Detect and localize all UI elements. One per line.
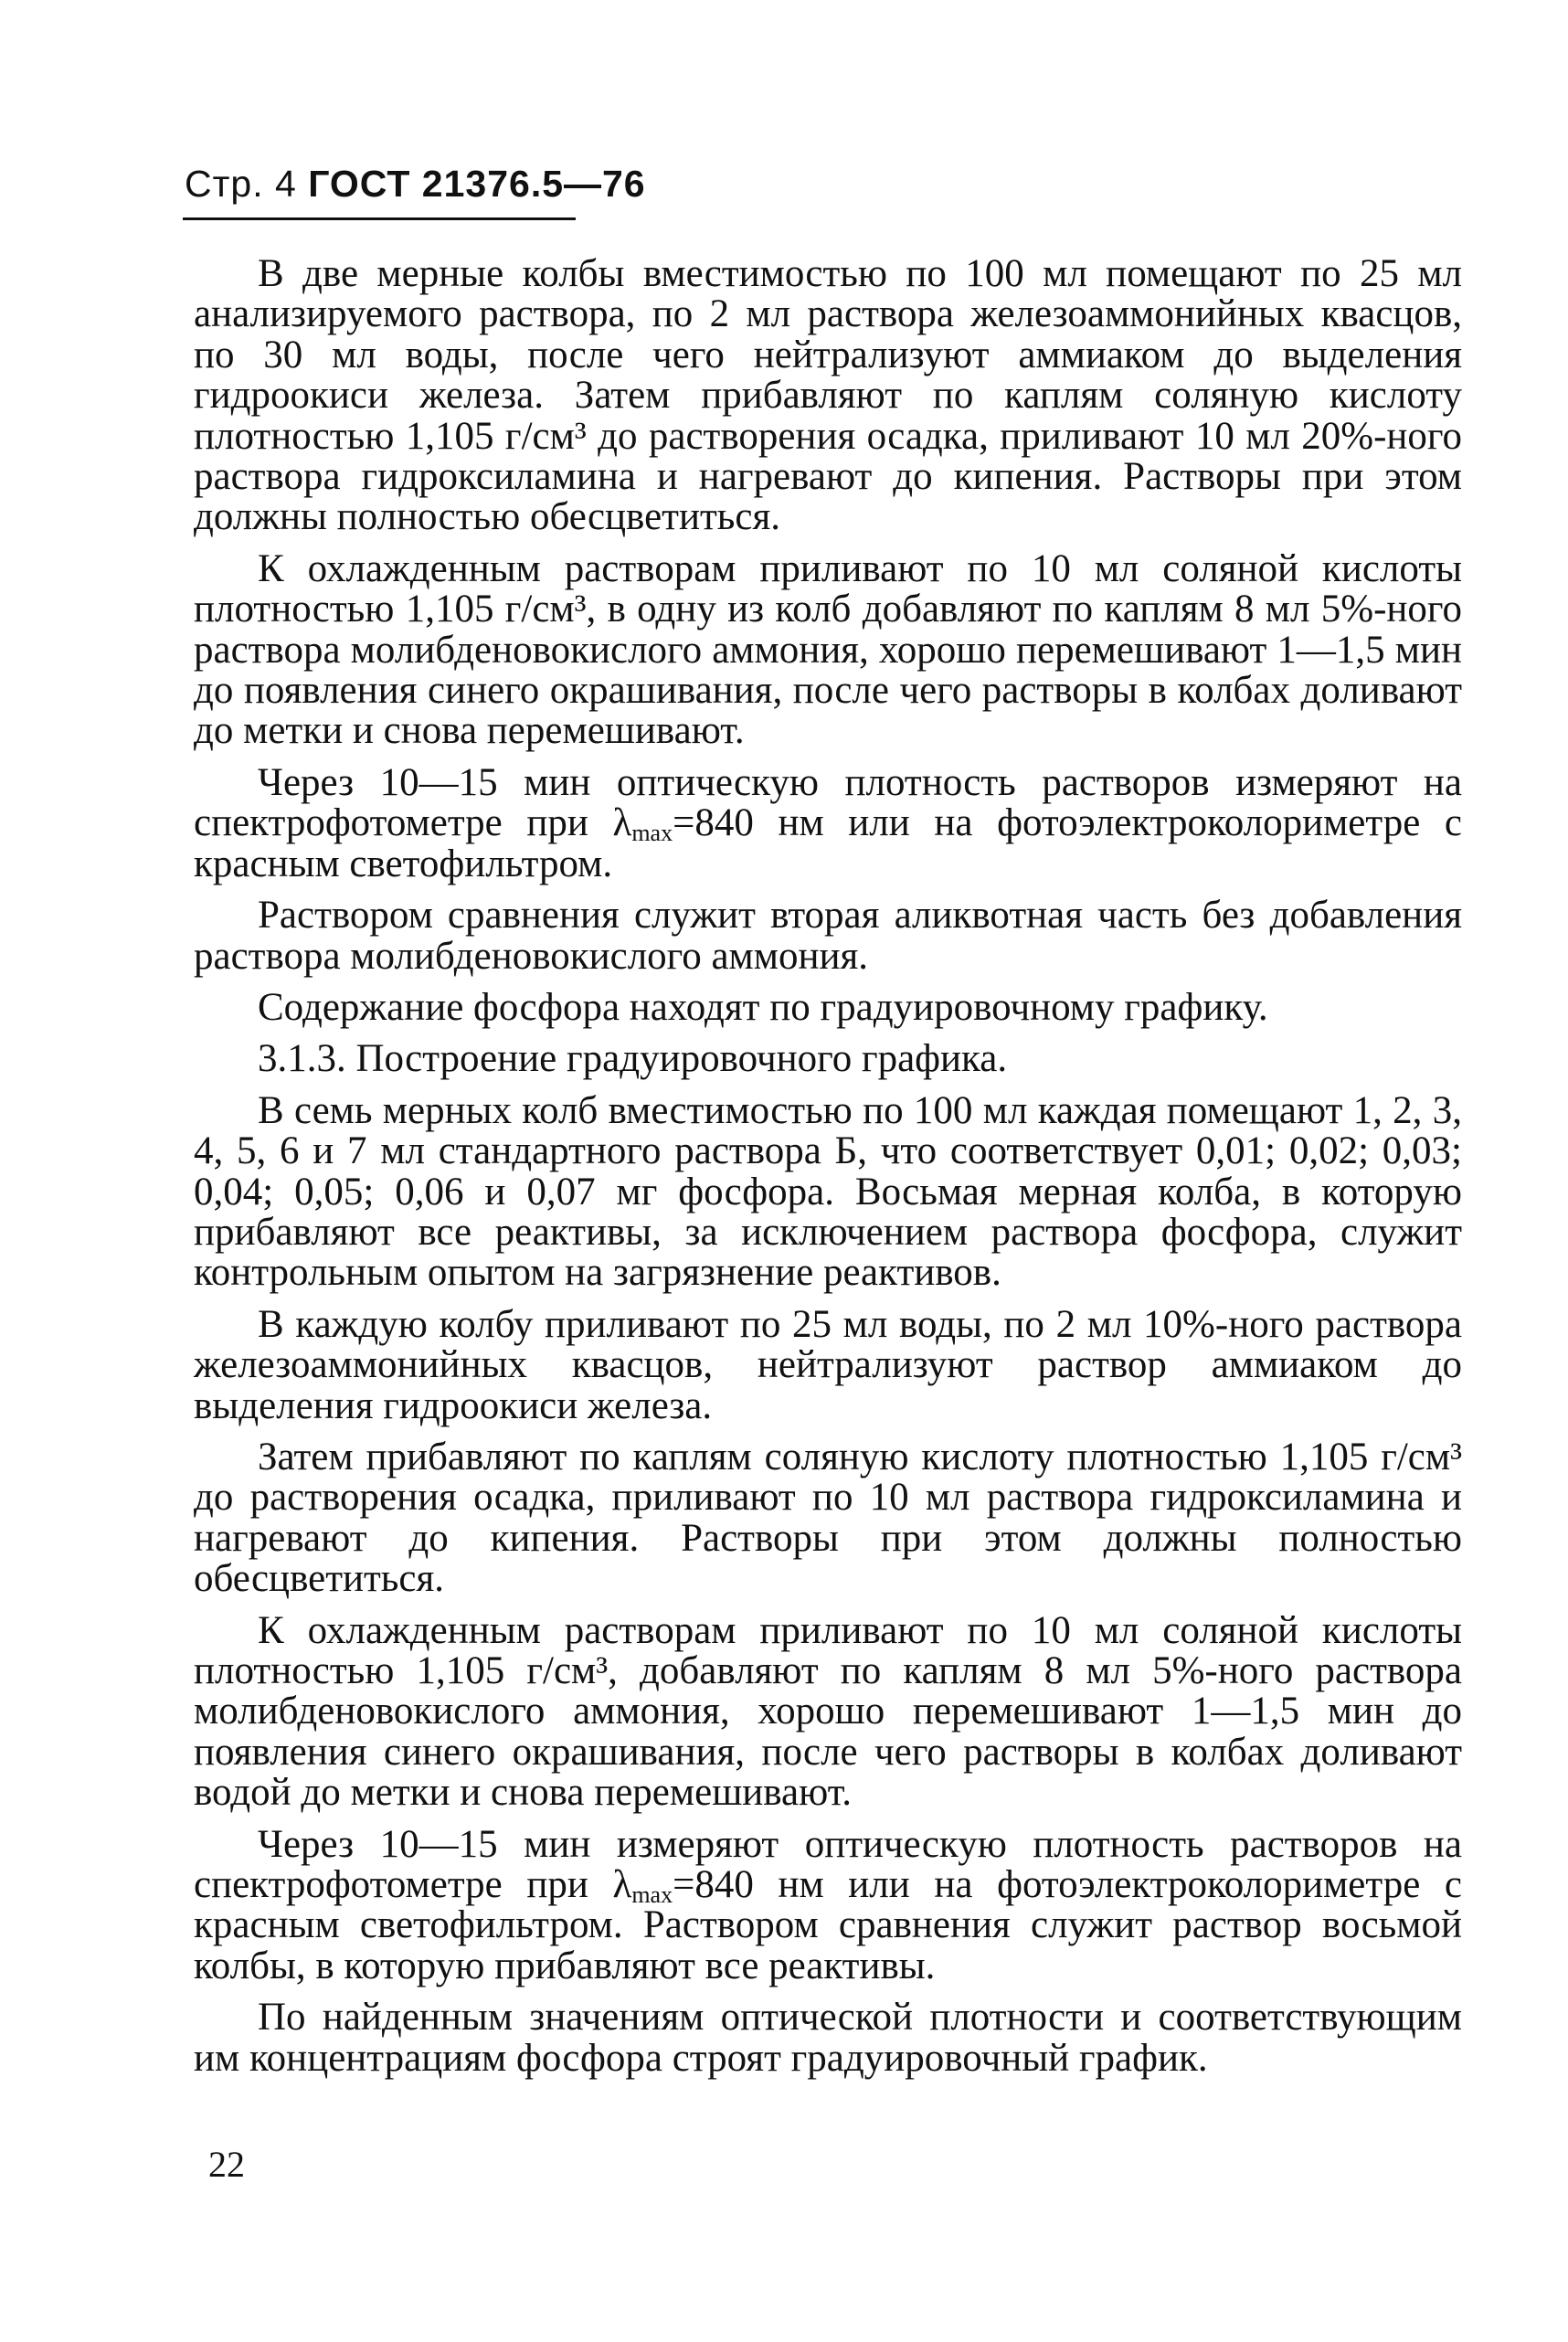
paragraph: В две мерные колбы вместимостью по 100 мл помещают по 25 мл анализируемого раствора, по 2 мл раствора железоаммонийных квасцов, по 30 мл воды, после чего нейтрализуют аммиаком до выделения гидроокиси железа. Затем прибавляют по каплям соляную кислоту плотностью 1,105 г/см³ до растворения осадка, приливают 10 мл 20%-ного раствора гидроксиламина и нагревают до кипения. Растворы при этом должны полностью обесцветиться. <box>194 252 1462 539</box>
paragraph: В каждую колбу приливают по 25 мл воды, по 2 мл 10%-ного раствора железоаммонийных квасцов, нейтрализуют раствор аммиаком до выделения гидроокиси железа. <box>194 1302 1462 1427</box>
paragraph: В семь мерных колб вместимостью по 100 мл каждая помещают 1, 2, 3, 4, 5, 6 и 7 мл стандартного раствора Б, что соответствует 0,01; 0,02; 0,03; 0,04; 0,05; 0,06 и 0,07 мг фосфора. Восьмая мерная колба, в которую прибавляют все реактивы, за исключением раствора фосфора, служит контрольным опытом на загрязнение реактивов. <box>194 1088 1462 1295</box>
paragraph: К охлажденным растворам приливают по 10 мл соляной кислоты плотностью 1,105 г/см³, добавляют по каплям 8 мл 5%-ного раствора молибденовокислого аммония, хорошо перемешивают 1—1,5 мин до появления синего окрашивания, после чего растворы в колбах доливают водой до метки и снова перемешивают. <box>194 1608 1462 1815</box>
standard-number: ГОСТ 21376.5—76 <box>308 163 646 205</box>
paragraph: По найденным значениям оптической плотности и соответствующим им концентрациям фосфора строят градуировочный график. <box>194 1996 1462 2080</box>
paragraph: К охлажденным растворам приливают по 10 мл соляной кислоты плотностью 1,105 г/см³, в одну из колб добавляют по каплям 8 мл 5%-ного раствора молибденовокислого аммония, хорошо перемешивают 1—1,5 мин до появления синего окрашивания, после чего растворы в колбах доливают до метки и снова перемешивают. <box>194 546 1462 753</box>
page-label: Стр. 4 <box>185 163 297 205</box>
paragraph: Через 10—15 мин оптическую плотность растворов измеряют на спектрофотометре при $\lambda_{max}=840$ нм или на фотоэлектроколориметре с красным светофильтром. <box>194 760 1462 885</box>
page-number: 22 <box>208 2144 245 2185</box>
paragraph: Раствором сравнения служит вторая аликвотная часть без добавления раствора молибденовокислого аммония. <box>194 894 1462 978</box>
paragraph: Через 10—15 мин измеряют оптическую плотность растворов на спектрофотометре при $\lambda_{max}=840$ нм или на фотоэлектроколориметре с красным светофильтром. Раствором сравнения служит раствор восьмой колбы, в которую прибавляют все реактивы. <box>194 1822 1462 1987</box>
paragraph: Содержание фосфора находят по градуировочному графику. <box>258 985 1268 1029</box>
section-heading: 3.1.3. Построение градуировочного графика. <box>258 1037 1008 1081</box>
paragraph: Затем прибавляют по каплям соляную кислоту плотностью 1,105 г/см³ до растворения осадка, приливают по 10 мл раствора гидроксиламина и нагревают до кипения. Растворы при этом должны полностью обесцветиться. <box>194 1435 1462 1601</box>
header-rule <box>183 217 576 220</box>
document-body <box>194 254 1462 2090</box>
page-header <box>185 163 646 206</box>
